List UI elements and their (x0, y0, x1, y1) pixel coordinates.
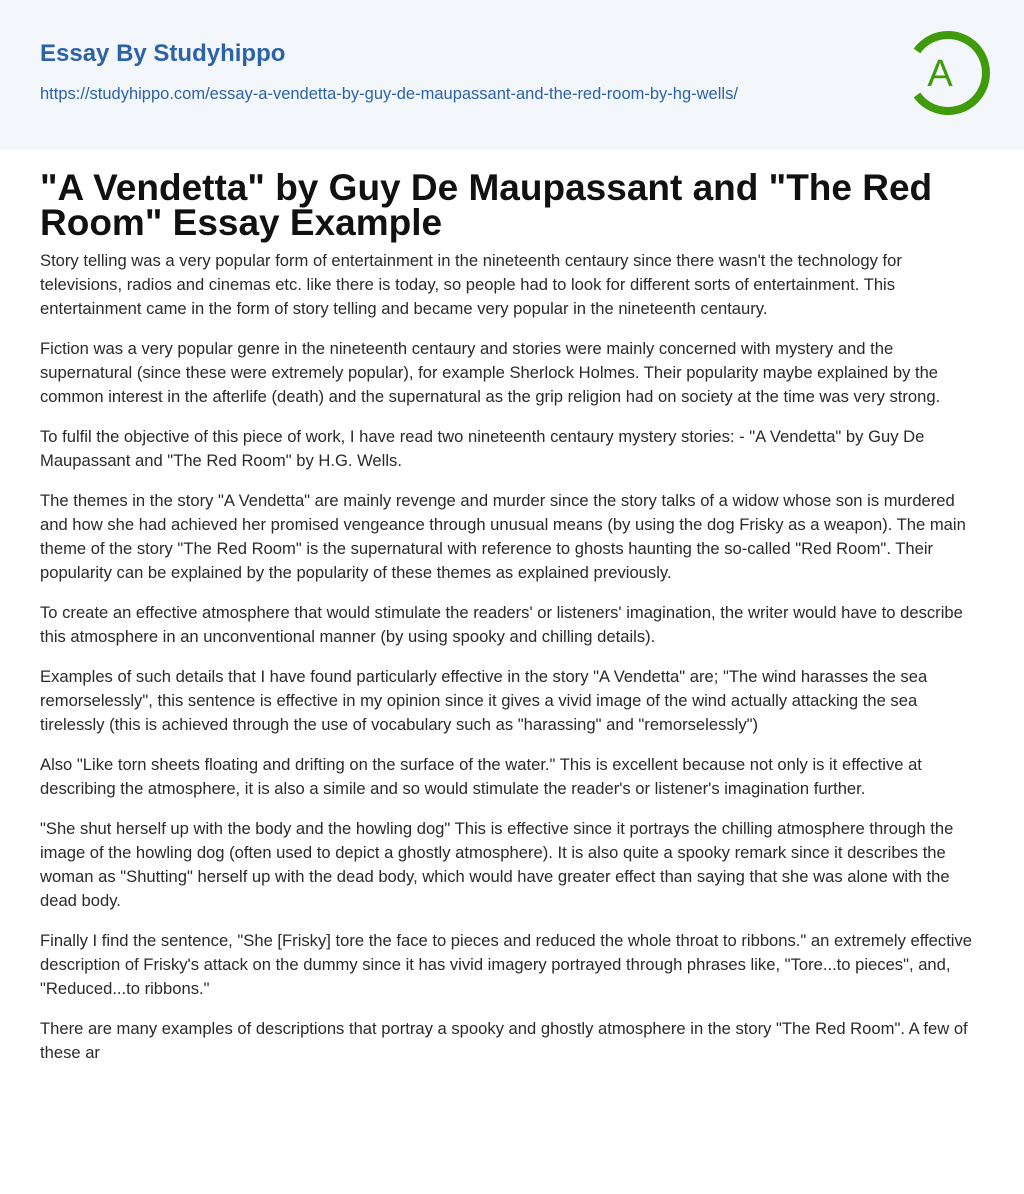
site-header (0, 0, 1024, 150)
paragraph: Story telling was a very popular form of entertainment in the nineteenth centaury since there wasn't the technology for televisions, radios and cinemas etc. like there is today, so people had to look for different sorts of entertainment. This entertainment came in the form of story telling and became very popular in the nineteenth centaury. (40, 251, 902, 318)
essay-body (40, 249, 985, 1081)
source-url-link[interactable]: https://studyhippo.com/essay-a-vendetta-by-guy-de-maupassant-and-the-red-room-by-hg-wells/ (40, 85, 738, 103)
paragraph: To create an effective atmosphere that would stimulate the readers' or listeners' imagination, the writer would have to describe this atmosphere in an unconventional manner (by using spooky and chilling details). (40, 603, 963, 646)
brand-name[interactable]: Essay By Studyhippo (40, 40, 286, 67)
paragraph: There are many examples of descriptions that portray a spooky and ghostly atmosphere in the story "The Red Room". A few of these ar (40, 1019, 968, 1062)
paragraph: "She shut herself up with the body and the howling dog" This is effective since it portrays the chilling atmosphere through the image of the howling dog (often used to depict a ghostly atmosphere). It is also quite a spooky remark since it describes the woman as "Shutting" herself up with the dead body, which would have greater effect than saying that she was alone with the dead body. (40, 819, 954, 910)
paragraph: Also "Like torn sheets floating and drifting on the surface of the water." This is excellent because not only is it effective at describing the atmosphere, it is also a simile and so would stimulate the reader's or listener's imagination further. (40, 755, 922, 798)
page-title: "A Vendetta" by Guy De Maupassant and "The Red Room" Essay Example (40, 167, 933, 243)
studyhippo-logo[interactable] (900, 28, 990, 118)
paragraph: Examples of such details that I have found particularly effective in the story "A Vendetta" are; "The wind harasses the sea remorselessly", this sentence is effective in my opinion since it gives a vivid image of the wind actually attacking the sea tirelessly (this is achieved through the use of vocabulary such as "harassing" and "remorselessly") (40, 667, 928, 734)
logo-ring-icon (900, 28, 990, 118)
paragraph: Fiction was a very popular genre in the nineteenth centaury and stories were mainly concerned with mystery and the supernatural (since these were extremely popular), for example Sherlock Holmes. Their popularity maybe explained by the common interest in the afterlife (death) and the supernatural as the grip religion had on society at the time was very strong. (40, 339, 941, 406)
svg-text:A: A (927, 53, 953, 95)
paragraph: The themes in the story "A Vendetta" are mainly revenge and murder since the story talks of a widow whose son is murdered and how she had achieved her promised vengeance through unusual means (by using the dog Frisky as a weapon). The main theme of the story "The Red Room" is the supernatural with reference to ghosts haunting the so-called "Red Room". Their popularity can be explained by the popularity of these themes as explained previously. (40, 491, 966, 582)
paragraph: Finally I find the sentence, "She [Frisky] tore the face to pieces and reduced the whole throat to ribbons." an extremely effective description of Frisky's attack on the dummy since it has vivid imagery portrayed through phrases like, "Tore...to pieces", and, "Reduced...to ribbons." (40, 931, 973, 998)
paragraph: To fulfil the objective of this piece of work, I have read two nineteenth centaury mystery stories: - "A Vendetta" by Guy De Maupassant and "The Red Room" by H.G. Wells. (40, 427, 925, 470)
